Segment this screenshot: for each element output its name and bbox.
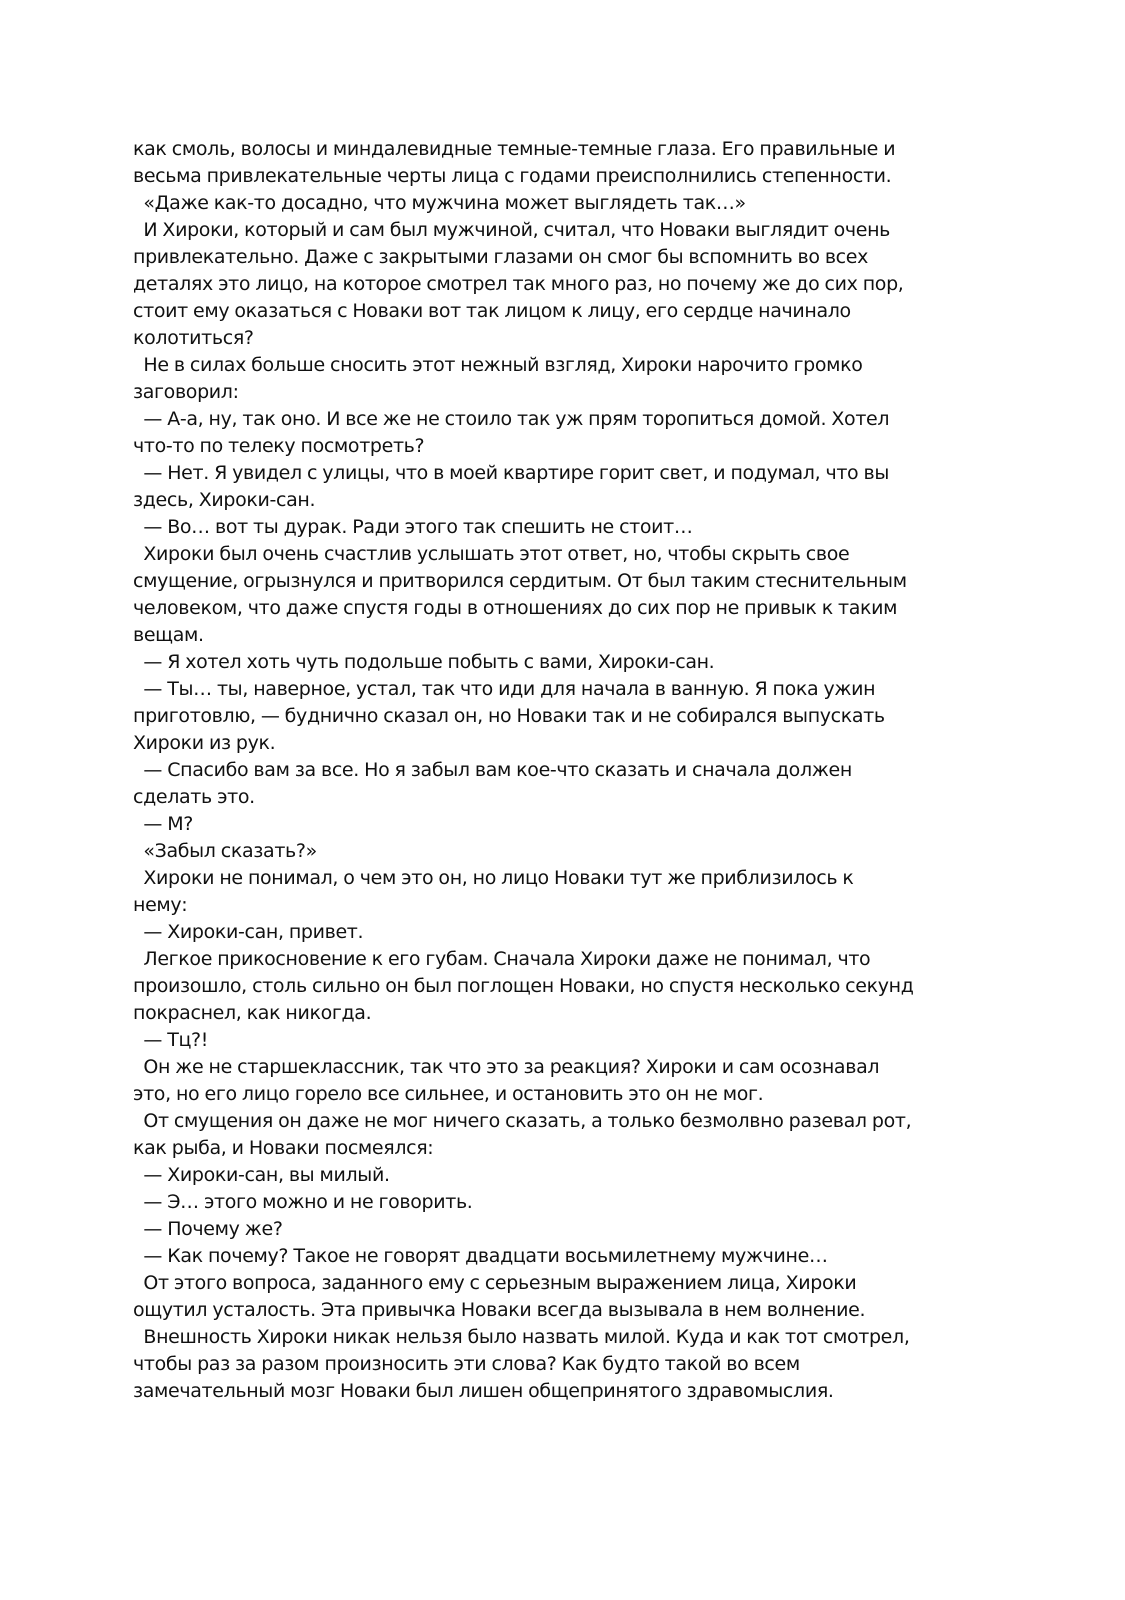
text-line: заговорил: [133, 381, 239, 403]
text-line: — Хироки-сан, вы милый. [133, 1164, 390, 1186]
text-line: что-то по телеку посмотреть? [133, 435, 425, 457]
document-page [133, 136, 973, 1405]
text-line: чтобы раз за разом произносить эти слова? Как будто такой во всем [133, 1353, 800, 1375]
text-line: Не в силах больше сносить этот нежный взгляд, Хироки нарочито громко [133, 354, 863, 376]
text-line: ощутил усталость. Эта привычка Новаки всегда вызывала в нем волнение. [133, 1299, 866, 1321]
text-line: — Как почему? Такое не говорят двадцати восьмилетнему мужчине… [133, 1245, 828, 1267]
text-line: Легкое прикосновение к его губам. Сначала Хироки даже не понимал, что [133, 948, 871, 970]
text-line: — А-а, ну, так оно. И все же не стоило так уж прям торопиться домой. Хотел [133, 408, 890, 430]
text-line: Хироки из рук. [133, 732, 276, 754]
text-line: весьма привлекательные черты лица с годами преисполнились степенности. [133, 165, 892, 187]
text-line: здесь, Хироки-сан. [133, 489, 316, 511]
text-line: смущение, огрызнулся и притворился сердитым. От был таким стеснительным [133, 570, 907, 592]
text-line: это, но его лицо горело все сильнее, и остановить это он не мог. [133, 1083, 764, 1105]
text-line: — Я хотел хоть чуть подольше побыть с вами, Хироки-сан. [133, 651, 715, 673]
text-line: колотиться? [133, 327, 254, 349]
text-line: И Хироки, который и сам был мужчиной, считал, что Новаки выглядит очень [133, 219, 891, 241]
text-line: нему: [133, 894, 188, 916]
text-line: — Хироки-сан, привет. [133, 921, 364, 943]
text-line: сделать это. [133, 786, 255, 808]
text-line: покраснел, как никогда. [133, 1002, 372, 1024]
text-line: — Спасибо вам за все. Но я забыл вам кое-что сказать и сначала должен [133, 759, 852, 781]
text-line: деталях это лицо, на которое смотрел так много раз, но почему же до сих пор, [133, 273, 904, 295]
text-line: привлекательно. Даже с закрытыми глазами он смог бы вспомнить во всех [133, 246, 868, 268]
text-line: «Даже как-то досадно, что мужчина может выглядеть так…» [133, 192, 746, 214]
text-line: как смоль, волосы и миндалевидные темные-темные глаза. Его правильные и [133, 138, 896, 160]
text-line: замечательный мозг Новаки был лишен общепринятого здравомыслия. [133, 1380, 834, 1402]
text-line: — Э… этого можно и не говорить. [133, 1191, 473, 1213]
text-line: вещам. [133, 624, 204, 646]
text-line: Хироки был очень счастлив услышать этот ответ, но, чтобы скрыть свое [133, 543, 850, 565]
text-line: Внешность Хироки никак нельзя было назвать милой. Куда и как тот смотрел, [133, 1326, 910, 1348]
text-line: От этого вопроса, заданного ему с серьезным выражением лица, Хироки [133, 1272, 857, 1294]
text-line: От смущения он даже не мог ничего сказать, а только безмолвно разевал рот, [133, 1110, 912, 1132]
text-line: — Во… вот ты дурак. Ради этого так спешить не стоит… [133, 516, 693, 538]
text-line: Он же не старшеклассник, так что это за реакция? Хироки и сам осознавал [133, 1056, 880, 1078]
text-line: Хироки не понимал, о чем это он, но лицо Новаки тут же приблизилось к [133, 867, 854, 889]
text-line: — Нет. Я увидел с улицы, что в моей квартире горит свет, и подумал, что вы [133, 462, 890, 484]
text-line: как рыба, и Новаки посмеялся: [133, 1137, 434, 1159]
text-line: — Почему же? [133, 1218, 283, 1240]
text-line: «Забыл сказать?» [133, 840, 317, 862]
text-line: — М? [133, 813, 193, 835]
text-line: произошло, столь сильно он был поглощен Новаки, но спустя несколько секунд [133, 975, 914, 997]
text-line: стоит ему оказаться с Новаки вот так лицом к лицу, его сердце начинало [133, 300, 851, 322]
text-line: — Тц?! [133, 1029, 209, 1051]
text-line: приготовлю, — буднично сказал он, но Новаки так и не собирался выпускать [133, 705, 885, 727]
text-line: человеком, что даже спустя годы в отношениях до сих пор не привык к таким [133, 597, 898, 619]
text-line: — Ты… ты, наверное, устал, так что иди для начала в ванную. Я пока ужин [133, 678, 876, 700]
